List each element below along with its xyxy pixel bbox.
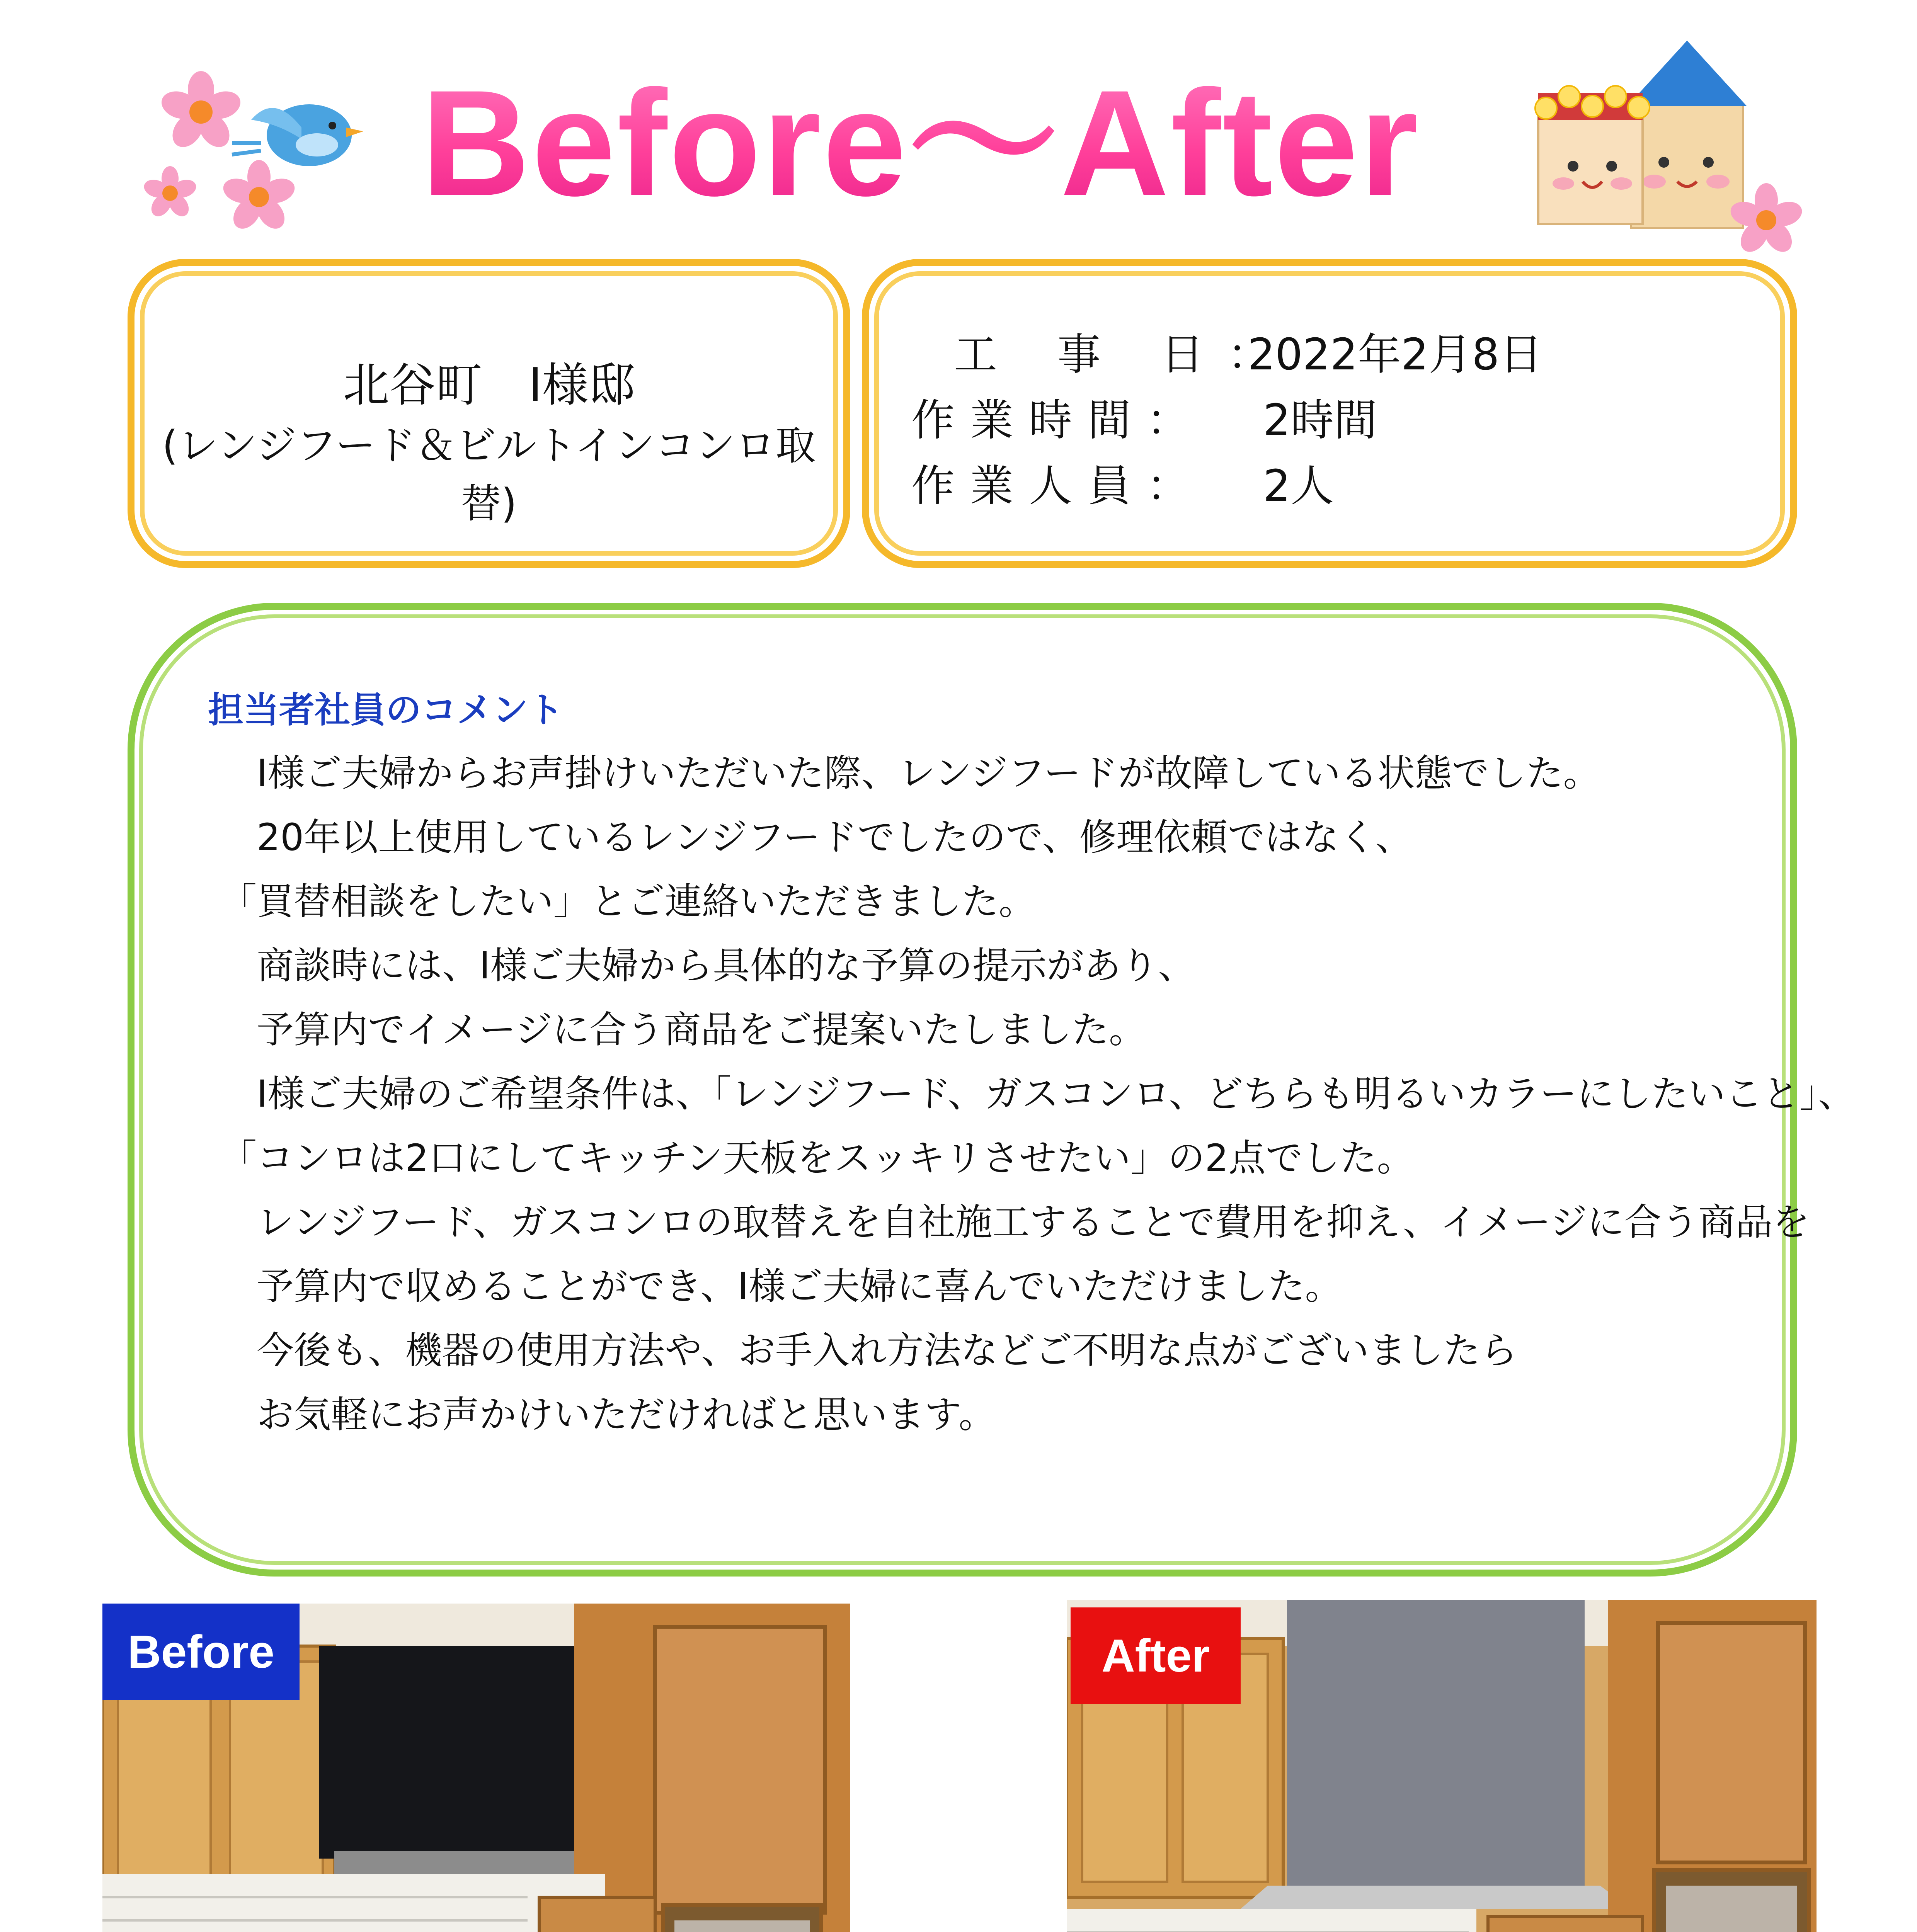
flower-icon xyxy=(220,160,298,234)
work-staff-value: 2人 xyxy=(1263,461,1334,511)
comment-line: 予算内でイメージに合う商品をご提案いたしました。 xyxy=(220,1008,1146,1051)
comment-line: I様ご夫婦のご希望条件は、「レンジフード、ガスコンロ、どちらも明るいカラーにしたいこと」、 xyxy=(220,1072,1856,1116)
site-info-box xyxy=(128,259,850,568)
comment-line: 20年以上使用しているレンジフードでしたので、修理依頼ではなく、 xyxy=(220,816,1413,859)
page-title: Before～After xyxy=(421,54,1465,232)
comment-line: お気軽にお声かけいただければと思います。 xyxy=(220,1393,996,1436)
comment-body xyxy=(220,741,1855,1447)
comment-line: 「コンロは2口にしてキッチン天板をスッキリさせたい」の2点でした。 xyxy=(220,1136,1414,1180)
comment-line: 予算内で収めることができ、I様ご夫婦に喜んでいただけました。 xyxy=(220,1265,1342,1308)
work-date-row xyxy=(911,324,1543,386)
work-staff-label: 作業人員： xyxy=(911,461,1205,511)
comment-line: I様ご夫婦からお声掛けいただいた際、レンジフードが故障している状態でした。 xyxy=(220,752,1600,795)
house-icon xyxy=(1538,41,1747,228)
comment-box xyxy=(128,603,1856,1577)
house-decoration xyxy=(1515,39,1824,270)
work-time-label: 作業時間： xyxy=(911,395,1205,446)
comment-line: レンジフード、ガスコンロの取替えを自社施工することで費用を抑え、イメージに合う商品を xyxy=(220,1201,1810,1244)
after-photo xyxy=(1067,1600,1817,1932)
comment-line: 「買替相談をしたい」とご連絡いただきました。 xyxy=(220,880,1036,923)
work-staff-row xyxy=(911,455,1334,517)
work-time-value: 2時間 xyxy=(1263,395,1377,446)
before-photo xyxy=(102,1604,850,1932)
after-label: After xyxy=(1071,1607,1241,1704)
comment-line: 今後も、機器の使用方法や、お手入れ方法などご不明な点がございましたら xyxy=(220,1329,1518,1372)
site-description: (レンジフード＆ビルトインコンロ取替) xyxy=(162,422,816,527)
comment-line: 商談時には、I様ご夫婦から具体的な予算の提示があり、 xyxy=(220,944,1195,987)
site-name: 北谷町 I様邸 xyxy=(343,359,635,412)
work-time-row xyxy=(911,389,1377,451)
bird-icon xyxy=(232,104,363,166)
work-info-box xyxy=(862,259,1797,568)
comment-heading: 担当者社員のコメント xyxy=(208,689,564,731)
flowers-bird-decoration xyxy=(143,66,383,243)
before-label: Before xyxy=(102,1604,300,1700)
work-date-value: 2022年2月8日 xyxy=(1248,330,1543,380)
work-date-label: 工 事 日： xyxy=(954,330,1294,380)
flower-icon xyxy=(158,71,244,153)
flower-icon xyxy=(143,166,198,220)
